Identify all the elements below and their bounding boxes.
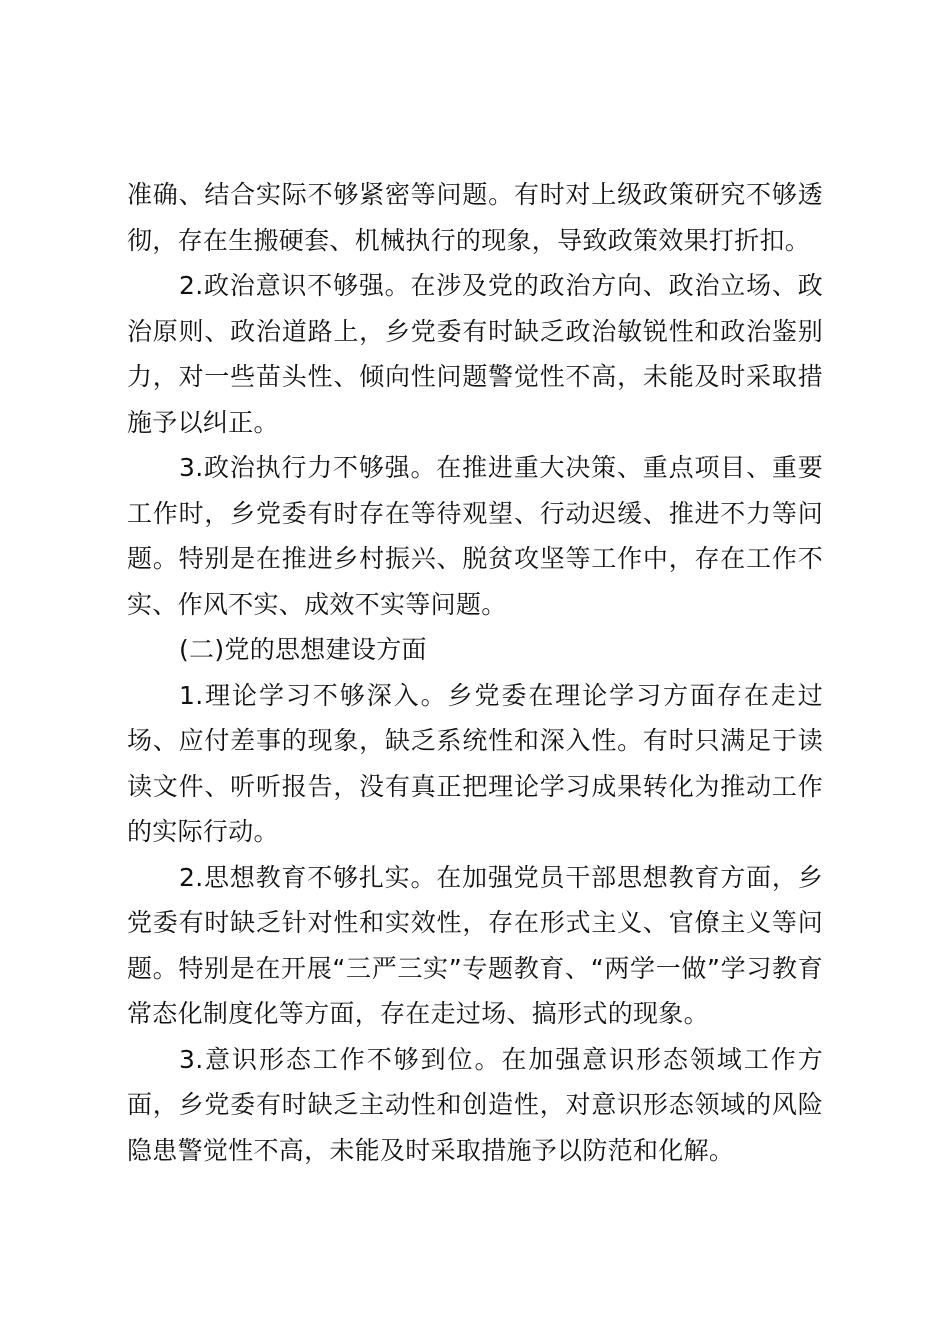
paragraph-political-execution: 3.政治执行力不够强。在推进重大决策、重点项目、重要工作时，乡党委有时存在等待观望、行动迟缓、推进不力等问题。特别是在推进乡村振兴、脱贫攻坚等工作中，存在工作不实、作风不实、成效不实等问题。	[127, 453, 823, 619]
section-heading-ideological-building: (二)党的思想建设方面	[179, 635, 427, 664]
paragraph-political-awareness: 2.政治意识不够强。在涉及党的政治方向、政治立场、政治原则、政治道路上，乡党委有时缺乏政治敏锐性和政治鉴别力，对一些苗头性、倾向性问题警觉性不高，未能及时采取措施予以纠正。	[127, 271, 823, 437]
document-body	[127, 172, 823, 1173]
paragraph-continuation: 准确、结合实际不够紧密等问题。有时对上级政策研究不够透彻，存在生搬硬套、机械执行的现象，导致政策效果打折扣。	[127, 180, 823, 255]
paragraph-theory-study: 1.理论学习不够深入。乡党委在理论学习方面存在走过场、应付差事的现象，缺乏系统性和深入性。有时只满足于读读文件、听听报告，没有真正把理论学习成果转化为推动工作的实际行动。	[127, 680, 823, 846]
paragraph-ideology-work: 3.意识形态工作不够到位。在加强意识形态领域工作方面，乡党委有时缺乏主动性和创造性，对意识形态领域的风险隐患警觉性不高，未能及时采取措施予以防范和化解。	[127, 1044, 823, 1165]
paragraph-ideological-education: 2.思想教育不够扎实。在加强党员干部思想教育方面，乡党委有时缺乏针对性和实效性，存在形式主义、官僚主义等问题。特别是在开展“三严三实”专题教育、“两学一做”学习教育常态化制度化等方面，存在走过场、搞形式的现象。	[127, 862, 823, 1028]
